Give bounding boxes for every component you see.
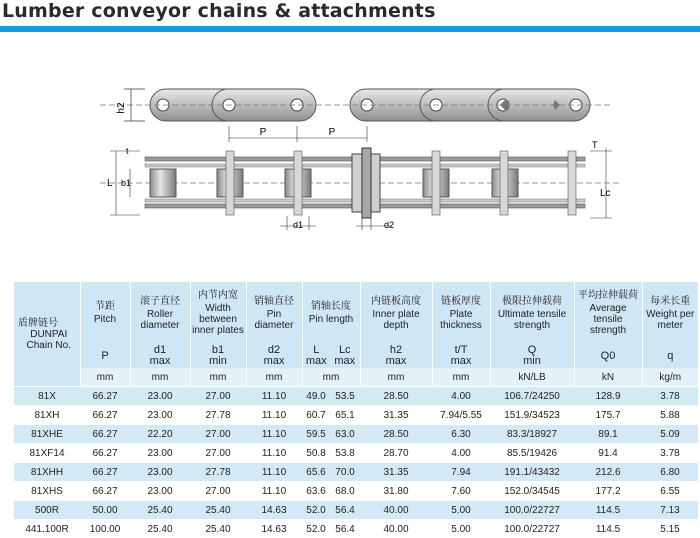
table-cell: 100.00 xyxy=(80,520,130,538)
table-cell: 59.5 xyxy=(302,425,330,444)
table-cell: 152.0/34545 xyxy=(490,482,574,501)
col-thick-header: 链板厚度 Plate thickness xyxy=(432,282,490,344)
table-cell: 25.40 xyxy=(190,501,246,520)
d2-label: d2 xyxy=(384,220,394,230)
table-cell: 70.0 xyxy=(330,463,360,482)
chain-model-cell: 81XH xyxy=(14,406,80,425)
table-cell: 7.60 xyxy=(432,482,490,501)
table-row xyxy=(14,520,698,538)
table-cell: 6.30 xyxy=(432,425,490,444)
table-cell: 66.27 xyxy=(80,406,130,425)
table-cell: 23.00 xyxy=(130,444,190,463)
table-cell: 5.09 xyxy=(642,425,698,444)
table-cell: 100.0/22727 xyxy=(490,501,574,520)
table-cell: 63.0 xyxy=(330,425,360,444)
d1-label: d1 xyxy=(293,220,303,230)
table-cell: 4.00 xyxy=(432,387,490,406)
table-cell: 66.27 xyxy=(80,463,130,482)
table-cell: 66.27 xyxy=(80,387,130,406)
table-cell: 50.00 xyxy=(80,501,130,520)
table-cell: 91.4 xyxy=(574,444,642,463)
table-cell: 100.0/22727 xyxy=(490,520,574,538)
table-cell: 3.78 xyxy=(642,387,698,406)
table-cell: 7.13 xyxy=(642,501,698,520)
table-cell: 28.70 xyxy=(360,444,432,463)
table-row xyxy=(14,425,698,444)
col-uts-header: 极限拉伸载荷 Ultimate tensile strength xyxy=(490,282,574,344)
symbol-row: P d1 max b1 min d2 max L max Lc max h2 max t/T max Q min Q0 q xyxy=(14,344,698,368)
table-cell: 50.8 xyxy=(302,444,330,463)
pitch-label-2: P xyxy=(329,127,336,138)
table-row xyxy=(14,387,698,406)
col-depth-header: 内链板高度 Inner plate depth xyxy=(360,282,432,344)
table-cell: 27.78 xyxy=(190,406,246,425)
table-cell: 11.10 xyxy=(246,387,302,406)
spec-table xyxy=(14,282,698,538)
table-cell: 31.35 xyxy=(360,406,432,425)
chain-top-view xyxy=(100,89,610,142)
table-cell: 3.78 xyxy=(642,444,698,463)
chain-model-cell: 441.100R xyxy=(14,520,80,538)
table-cell: 25.40 xyxy=(190,520,246,538)
table-cell: 27.00 xyxy=(190,425,246,444)
table-cell: 5.15 xyxy=(642,520,698,538)
table-cell: 27.00 xyxy=(190,482,246,501)
table-cell: 53.8 xyxy=(330,444,360,463)
L-label: L xyxy=(107,178,113,189)
col-weight-header: 每米长重 Weight per meter xyxy=(642,282,698,344)
table-cell: 23.00 xyxy=(130,463,190,482)
brand-header: 盾牌链号 DUNPAI Chain No. xyxy=(14,282,80,387)
chain-drawing xyxy=(0,36,700,280)
table-cell: 31.35 xyxy=(360,463,432,482)
table-cell: 6.80 xyxy=(642,463,698,482)
table-cell: 14.63 xyxy=(246,501,302,520)
table-cell: 25.40 xyxy=(130,520,190,538)
table-cell: 56.4 xyxy=(330,520,360,538)
T-label: T xyxy=(592,140,598,150)
table-row xyxy=(14,444,698,463)
table-cell: 7.94/5.55 xyxy=(432,406,490,425)
page-title: Lumber conveyor chains & attachments xyxy=(2,0,436,22)
table-cell: 6.55 xyxy=(642,482,698,501)
table-row xyxy=(14,406,698,425)
table-cell: 4.00 xyxy=(432,444,490,463)
table-cell: 23.00 xyxy=(130,406,190,425)
unit-row: mm mm mm mm mm mm mm kN/LB kN kg/m xyxy=(14,368,698,387)
table-cell: 65.1 xyxy=(330,406,360,425)
table-cell: 66.27 xyxy=(80,425,130,444)
table-cell: 52.0 xyxy=(302,520,330,538)
col-pitch-header: 节距 Pitch xyxy=(80,282,130,344)
table-cell: 11.10 xyxy=(246,482,302,501)
b1-label: b1 xyxy=(121,178,131,188)
col-avg-header: 平均拉伸载荷 Average tensile strength xyxy=(574,282,642,344)
table-cell: 5.88 xyxy=(642,406,698,425)
table-cell: 63.6 xyxy=(302,482,330,501)
table-cell: 49.0 xyxy=(302,387,330,406)
table-cell: 106.7/24250 xyxy=(490,387,574,406)
pitch-label-1: P xyxy=(260,127,267,138)
table-cell: 31.80 xyxy=(360,482,432,501)
table-cell: 114.5 xyxy=(574,501,642,520)
table-cell: 22.20 xyxy=(130,425,190,444)
h2-label: h2 xyxy=(116,102,127,114)
chain-model-cell: 81XF14 xyxy=(14,444,80,463)
header-row xyxy=(14,282,698,344)
table-cell: 128.9 xyxy=(574,387,642,406)
chain-model-cell: 81XHS xyxy=(14,482,80,501)
table-cell: 11.10 xyxy=(246,444,302,463)
table-cell: 177.2 xyxy=(574,482,642,501)
t-label: t xyxy=(126,146,129,156)
table-row xyxy=(14,482,698,501)
table-cell: 56.4 xyxy=(330,501,360,520)
table-cell: 23.00 xyxy=(130,387,190,406)
table-cell: 40.00 xyxy=(360,501,432,520)
table-cell: 83.3/18927 xyxy=(490,425,574,444)
chain-section-view xyxy=(100,140,620,230)
table-cell: 212.6 xyxy=(574,463,642,482)
table-cell: 11.10 xyxy=(246,406,302,425)
col-roller-header: 滚子直径 Roller diameter xyxy=(130,282,190,344)
table-cell: 5.00 xyxy=(432,501,490,520)
table-cell: 114.5 xyxy=(574,520,642,538)
table-cell: 25.40 xyxy=(130,501,190,520)
table-cell: 66.27 xyxy=(80,482,130,501)
table-row xyxy=(14,463,698,482)
table-cell: 151.9/34523 xyxy=(490,406,574,425)
chain-model-cell: 81XHH xyxy=(14,463,80,482)
Lc-label: Lc xyxy=(600,188,611,199)
table-row xyxy=(14,501,698,520)
title-bar xyxy=(0,26,700,32)
chain-model-cell: 81X xyxy=(14,387,80,406)
table-cell: 65.6 xyxy=(302,463,330,482)
table-cell: 175.7 xyxy=(574,406,642,425)
table-cell: 27.00 xyxy=(190,387,246,406)
table-cell: 68.0 xyxy=(330,482,360,501)
table-cell: 191.1/43432 xyxy=(490,463,574,482)
table-cell: 85.5/19426 xyxy=(490,444,574,463)
table-cell: 52.0 xyxy=(302,501,330,520)
table-cell: 60.7 xyxy=(302,406,330,425)
table-cell: 28.50 xyxy=(360,387,432,406)
table-cell: 89.1 xyxy=(574,425,642,444)
table-cell: 28.50 xyxy=(360,425,432,444)
table-cell: 66.27 xyxy=(80,444,130,463)
table-cell: 40.00 xyxy=(360,520,432,538)
table-cell: 23.00 xyxy=(130,482,190,501)
chain-model-cell: 81XHE xyxy=(14,425,80,444)
table-cell: 53.5 xyxy=(330,387,360,406)
table-cell: 14.63 xyxy=(246,520,302,538)
col-pindia-header: 销轴直径 Pin diameter xyxy=(246,282,302,344)
table-cell: 11.10 xyxy=(246,463,302,482)
table-cell: 27.78 xyxy=(190,463,246,482)
table-cell: 7.94 xyxy=(432,463,490,482)
chain-model-cell: 500R xyxy=(14,501,80,520)
table-cell: 5.00 xyxy=(432,520,490,538)
col-width-header: 内节内宽 Width between inner plates xyxy=(190,282,246,344)
table-cell: 11.10 xyxy=(246,425,302,444)
col-pinlen-header: 销轴长度 Pin length xyxy=(302,282,360,344)
table-cell: 27.00 xyxy=(190,444,246,463)
